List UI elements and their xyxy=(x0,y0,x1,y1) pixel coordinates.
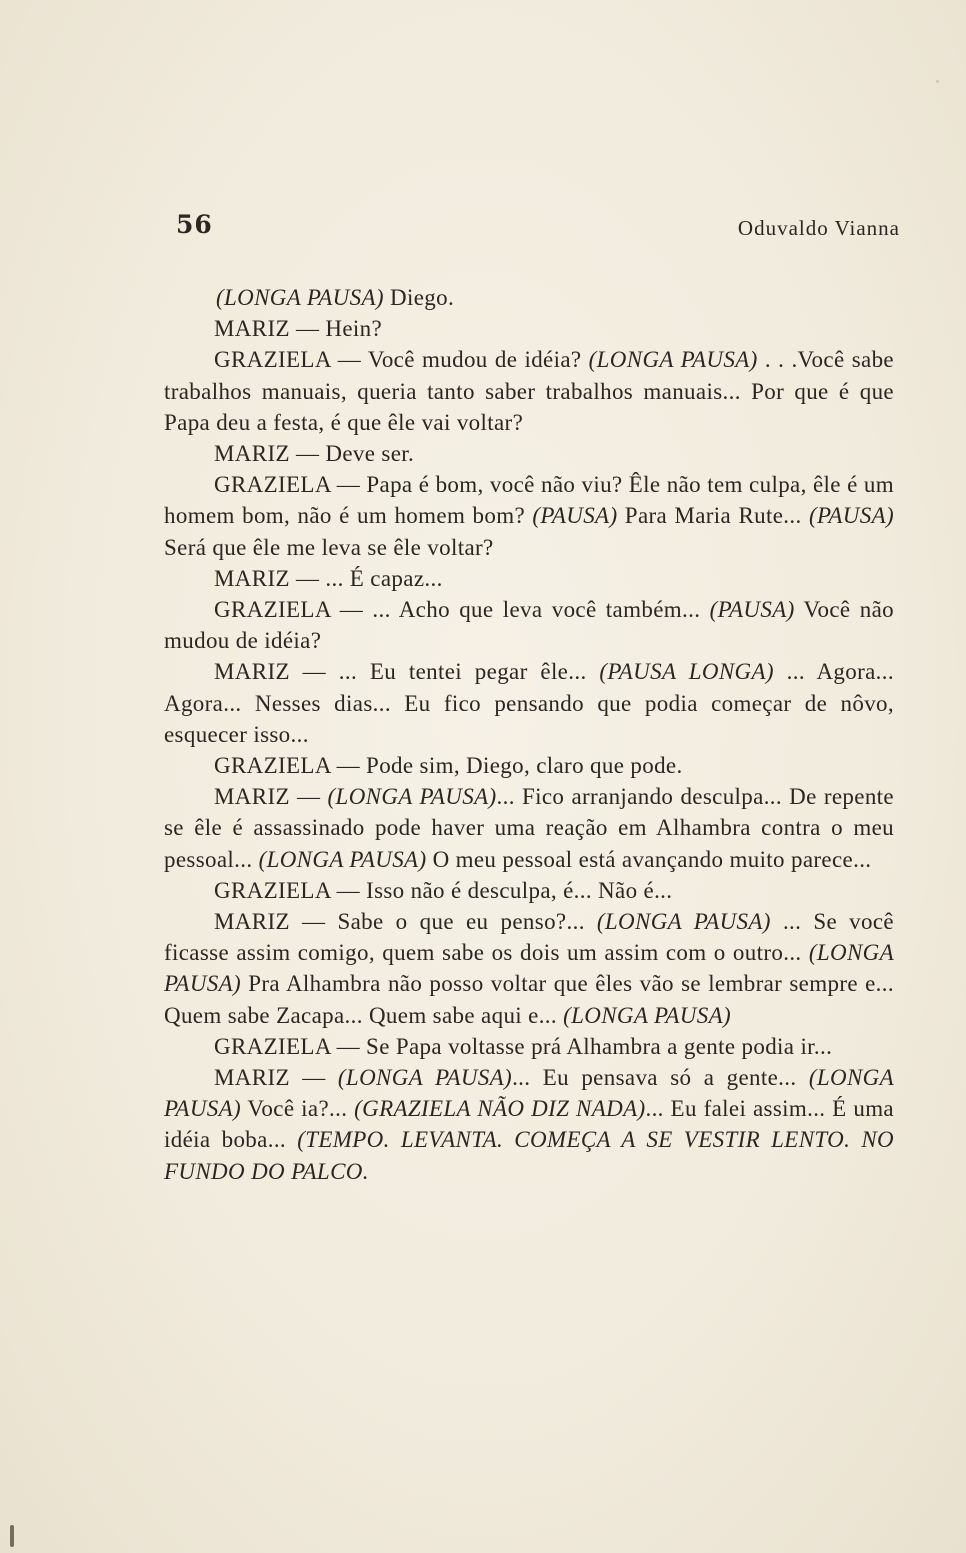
dialogue-text: GRAZIELA — Isso não é desculpa, é... Não é... xyxy=(214,877,673,903)
dialogue-text: ... Se você ficasse assim comigo, quem sabe os dois um assim com o outro... xyxy=(164,909,894,966)
stage-direction: (LONGA PAUSA) xyxy=(258,846,427,872)
paragraph xyxy=(164,469,894,563)
stage-direction: (PAUSA LONGA) xyxy=(599,659,774,685)
stage-direction: (TEMPO. LEVANTA. COMEÇA A SE VESTIR LENTO. NO FUNDO DO PALCO. xyxy=(164,1127,894,1184)
dialogue-text: MARIZ — ... Eu tentei pegar êle... xyxy=(214,659,600,685)
dialogue-text: GRAZIELA — Você mudou de idéia? xyxy=(214,347,589,373)
running-title: Oduvaldo Vianna xyxy=(737,216,900,240)
dialogue-text: MARIZ — Hein? xyxy=(214,316,383,342)
dialogue-text: GRAZIELA — Se Papa voltasse prá Alhambra a gente podia ir... xyxy=(214,1033,833,1059)
stage-direction: (PAUSA) xyxy=(709,597,795,623)
stage-direction: (LONGA PAUSA) xyxy=(563,1002,731,1028)
stage-direction: (PAUSA) xyxy=(808,503,894,529)
dialogue-text: MARIZ — Deve ser. xyxy=(214,441,415,467)
stage-direction: (LONGA PAUSA) xyxy=(164,940,894,997)
dialogue-text: Você ia?... xyxy=(241,1096,355,1122)
stage-direction: (PAUSA) xyxy=(532,503,618,529)
dialogue-text: ... Agora... Agora... Nesses dias... Eu fico pensando que podia começar de nôvo, esquecer isso... xyxy=(164,659,894,747)
page-number: 56 xyxy=(176,210,213,239)
stage-direction: (LONGA PAUSA) xyxy=(327,784,497,810)
stage-direction: (GRAZIELA NÃO DIZ NADA) xyxy=(354,1096,646,1122)
dialogue-text: Para Maria Rute... xyxy=(617,503,809,529)
paragraph xyxy=(164,656,894,750)
dialogue-text: ... Fico arranjando desculpa... De repente se êle é assassinado pode haver uma reação em Alhambra contra o meu pessoal... xyxy=(164,784,894,872)
dialogue-text: MARIZ — xyxy=(214,1065,338,1091)
paragraph xyxy=(164,1031,894,1062)
paragraph xyxy=(164,344,894,438)
paragraph xyxy=(164,594,894,656)
speck xyxy=(936,80,939,83)
paragraph xyxy=(164,282,894,313)
paragraph xyxy=(164,781,894,875)
stage-direction: (LONGA PAUSA) xyxy=(164,1065,894,1122)
dialogue-text: Você não mudou de idéia? xyxy=(164,597,894,654)
dialogue-text: MARIZ — xyxy=(214,784,328,810)
dialogue-text: . . .Você sabe trabalhos manuais, queria tanto saber trabalhos manuais... Por que é que Papa deu a festa, é que êle vai voltar? xyxy=(164,347,894,435)
dialogue-text: Pra Alhambra não posso voltar que êles vão se lembrar sempre e... Quem sabe Zacapa... Quem sabe aqui e... xyxy=(164,971,894,1028)
dialogue-text: O meu pessoal está avançando muito parece... xyxy=(426,846,872,872)
stage-direction: (LONGA PAUSA) xyxy=(596,909,771,935)
paragraph xyxy=(164,313,894,344)
dialogue-text: GRAZIELA — ... Acho que leva você também... xyxy=(214,597,710,623)
dialogue-text: Diego. xyxy=(383,285,455,310)
paragraph xyxy=(164,563,894,594)
stage-direction: (LONGA PAUSA) xyxy=(588,347,758,373)
running-head xyxy=(176,210,900,244)
paragraph xyxy=(164,1062,894,1187)
dialogue-text: GRAZIELA — Pode sim, Diego, claro que pode. xyxy=(214,753,683,779)
edge-mark xyxy=(10,1525,14,1547)
paragraph xyxy=(164,875,894,906)
paragraph xyxy=(164,438,894,469)
paragraph xyxy=(164,750,894,781)
dialogue-text: ... Eu falei assim... É uma idéia boba... xyxy=(164,1096,894,1153)
stage-direction: (LONGA PAUSA) xyxy=(337,1065,513,1091)
stage-direction: (LONGA PAUSA) xyxy=(216,285,384,310)
paragraph xyxy=(164,906,894,1031)
dialogue-text: MARIZ — Sabe o que eu penso?... xyxy=(214,909,597,935)
dialogue-text: MARIZ — ... É capaz... xyxy=(214,565,443,591)
dialogue-text: Será que êle me leva se êle voltar? xyxy=(164,534,494,560)
dialogue-text: GRAZIELA — Papa é bom, você não viu? Êle não tem culpa, êle é um homem bom, não é um homem bom? xyxy=(164,472,894,529)
play-text xyxy=(164,282,894,1187)
dialogue-text: ... Eu pensava só a gente... xyxy=(512,1065,809,1091)
